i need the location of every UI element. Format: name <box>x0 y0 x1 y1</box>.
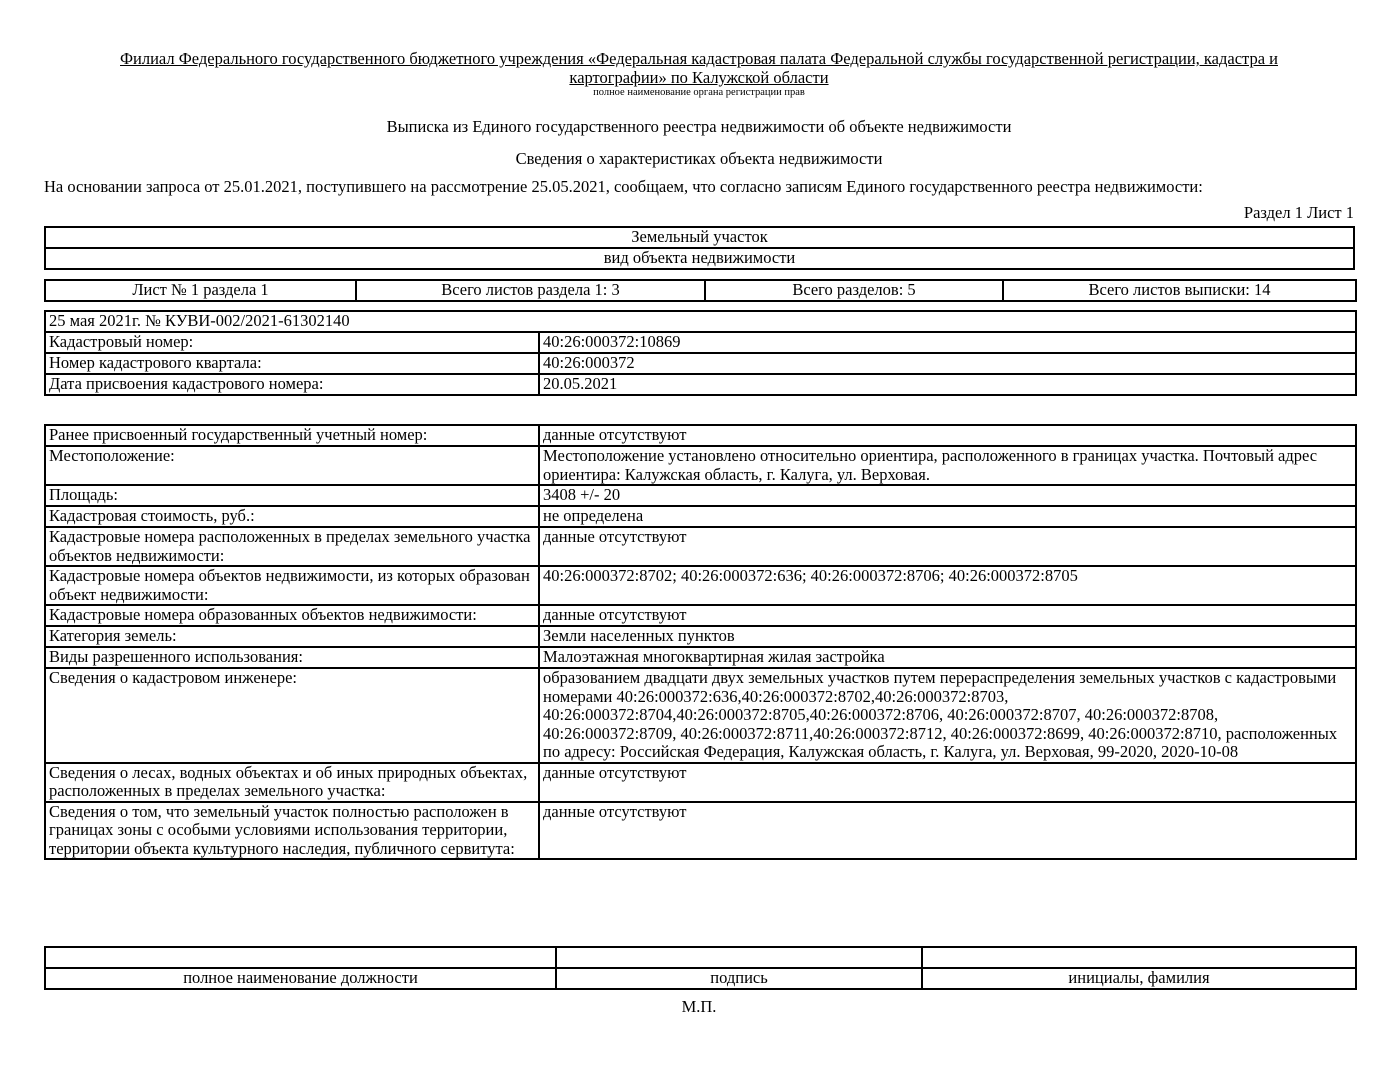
row-label: Виды разрешенного использования: <box>45 647 539 668</box>
sections-total: Всего разделов: 5 <box>705 280 1003 301</box>
object-kind-value: Земельный участок <box>45 227 1354 248</box>
row-label: Кадастровые номера образованных объектов недвижимости: <box>45 605 539 626</box>
table-row <box>45 802 1356 860</box>
sheets-info-table <box>44 279 1357 302</box>
row-label: Номер кадастрового квартала: <box>45 353 539 374</box>
row-value: 40:26:000372:8702; 40:26:000372:636; 40:26:000372:8706; 40:26:000372:8705 <box>539 566 1356 605</box>
row-value: данные отсутствуют <box>539 802 1356 860</box>
table-row <box>45 446 1356 485</box>
object-kind-caption: вид объекта недвижимости <box>45 248 1354 269</box>
cadastral-main-table <box>44 310 1357 396</box>
row-value: не определена <box>539 506 1356 527</box>
row-value: Местоположение установлено относительно ориентира, расположенного в границах участка. Почтовый адрес ориентира: Калужская область, г. Калуга, ул. Верховая. <box>539 446 1356 485</box>
table-row <box>45 506 1356 527</box>
row-value: образованием двадцати двух земельных участков путем перераспределения земельных участков с кадастровыми номерами 40:26:000372:636,40:26:000372:8702,40:26:000372:8703, 40:26:000372:8704,40:26:000372:8705,40:26:000372:8706, 40:26:000372:8707, 40:26:000372:8708, 40:26:000372:8709, 40:26:000372:8711,40:26:000372:8712, 40:26:000372:8699, 40:26:000372:8710, расположенных по адресу: Российская Федерация, Калужская область, г. Калуга, ул. Верховая, 99-2020, 2020-10-08 <box>539 668 1356 763</box>
row-label: Кадастровые номера объектов недвижимости, из которых образован объект недвижимости: <box>45 566 539 605</box>
cadastral-number: 40:26:000372:10869 <box>539 332 1356 353</box>
record-number: 25 мая 2021г. № КУВИ-002/2021-61302140 <box>45 311 1356 332</box>
cadastral-quarter: 40:26:000372 <box>539 353 1356 374</box>
position-blank <box>45 947 556 968</box>
signature-caption: подпись <box>556 968 922 989</box>
organization-header <box>44 49 1354 99</box>
row-value: данные отсутствуют <box>539 425 1356 446</box>
table-row <box>45 374 1356 395</box>
organization-name-line2: картографии» по Калужской области <box>569 68 829 87</box>
table-row <box>45 668 1356 763</box>
table-row <box>45 332 1356 353</box>
table-row <box>45 647 1356 668</box>
row-value: данные отсутствуют <box>539 527 1356 566</box>
table-row <box>45 626 1356 647</box>
table-row <box>45 566 1356 605</box>
table-row <box>45 425 1356 446</box>
row-label: Сведения о том, что земельный участок полностью расположен в границах зоны с особыми условиями использования территории, территории объекта культурного наследия, публичного сервитута: <box>45 802 539 860</box>
stamp-place: М.П. <box>681 997 717 1016</box>
row-value: Малоэтажная многоквартирная жилая застройка <box>539 647 1356 668</box>
row-value: данные отсутствуют <box>539 763 1356 802</box>
name-blank <box>922 947 1356 968</box>
row-label: Сведения о кадастровом инженере: <box>45 668 539 763</box>
organization-caption: полное наименование органа регистрации прав <box>593 87 805 98</box>
document-title: Выписка из Единого государственного реестра недвижимости об объекте недвижимости <box>386 117 1012 136</box>
row-value: 3408 +/- 20 <box>539 485 1356 506</box>
position-caption: полное наименование должности <box>45 968 556 989</box>
table-row <box>45 527 1356 566</box>
row-label: Ранее присвоенный государственный учетный номер: <box>45 425 539 446</box>
row-label: Местоположение: <box>45 446 539 485</box>
row-value: Земли населенных пунктов <box>539 626 1356 647</box>
row-label: Дата присвоения кадастрового номера: <box>45 374 539 395</box>
organization-name-line1: Филиал Федерального государственного бюджетного учреждения «Федеральная кадастровая палата Федеральной службы государственной регистрации, кадастра и <box>120 49 1278 68</box>
signature-table <box>44 946 1357 990</box>
name-caption: инициалы, фамилия <box>922 968 1356 989</box>
section-sheet-mark: Раздел 1 Лист 1 <box>1243 203 1354 222</box>
object-kind-table <box>44 226 1355 270</box>
section-sheets-total: Всего листов раздела 1: 3 <box>356 280 705 301</box>
basis-text: На основании запроса от 25.01.2021, поступившего на рассмотрение 25.05.2021, сообщаем, что согласно записям Единого государственного реестра недвижимости: <box>44 177 1203 196</box>
row-label: Кадастровые номера расположенных в пределах земельного участка объектов недвижимости: <box>45 527 539 566</box>
row-label: Площадь: <box>45 485 539 506</box>
row-value: данные отсутствуют <box>539 605 1356 626</box>
document-subtitle: Сведения о характеристиках объекта недвижимости <box>515 149 883 168</box>
signature-blank <box>556 947 922 968</box>
row-label: Кадастровая стоимость, руб.: <box>45 506 539 527</box>
assignment-date: 20.05.2021 <box>539 374 1356 395</box>
row-label: Сведения о лесах, водных объектах и об иных природных объектах, расположенных в пределах земельного участка: <box>45 763 539 802</box>
table-row <box>45 605 1356 626</box>
table-row <box>45 485 1356 506</box>
row-label: Кадастровый номер: <box>45 332 539 353</box>
sheet-number: Лист № 1 раздела 1 <box>45 280 356 301</box>
extract-sheets-total: Всего листов выписки: 14 <box>1003 280 1356 301</box>
properties-table <box>44 424 1357 860</box>
row-label: Категория земель: <box>45 626 539 647</box>
table-row <box>45 353 1356 374</box>
table-row <box>45 763 1356 802</box>
